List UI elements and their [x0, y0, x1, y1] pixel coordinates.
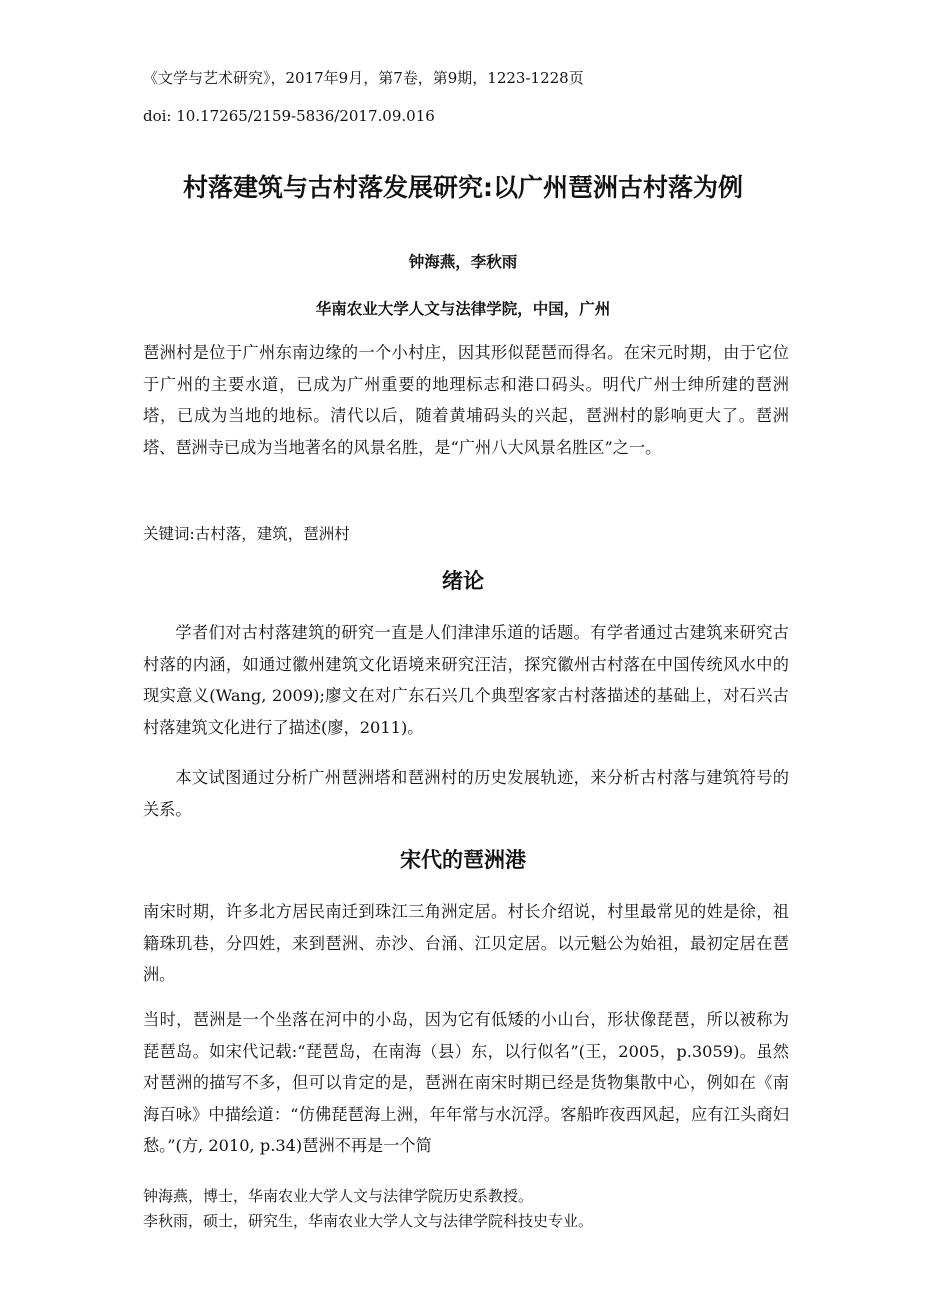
paragraph: 当时，琶洲是一个坐落在河中的小岛，因为它有低矮的小山台，形状像琵琶，所以被称为琵琶岛。如宋代记载:“琵琶岛，在南海（县）东，以行似名”(王，2005，p.3059)。虽然对琶洲的描写不多，但可以肯定的是，琶洲在南宋时期已经是货物集散中心，例如在《南海百咏》中描绘道：“仿佛琵琶海上洲，年年常与水沉浮。客船昨夜西风起，应有江头商妇愁。”(方, 2010, p.34)琶洲不再是一个简: [143, 1010, 789, 1155]
abstract: 琶洲村是位于广州东南边缘的一个小村庄，因其形似琵琶而得名。在宋元时期，由于它位于广州的主要水道，已成为广州重要的地理标志和港口码头。明代广州士绅所建的琶洲塔，已成为当地的地标。清代以后，随着黄埔码头的兴起，琶洲村的影响更大了。琶洲塔、琶洲寺已成为当地著名的风景名胜，是“广州八大风景名胜区”之一。: [143, 343, 789, 457]
footnote-author-1: 钟海燕，博士，华南农业大学人文与法律学院历史系教授。: [143, 1187, 534, 1205]
doi-line: doi: 10.17265/2159-5836/2017.09.016: [143, 107, 435, 125]
section-title-introduction: 绪论: [442, 569, 484, 593]
keywords: 关键词:古村落，建筑，琶洲村: [143, 525, 350, 543]
footnote-author-2: 李秋雨，硕士，研究生，华南农业大学人文与法律学院科技史专业。: [143, 1212, 594, 1230]
paragraph: 南宋时期，许多北方居民南迁到珠江三角洲定居。村长介绍说，村里最常见的姓是徐，祖籍珠玑巷，分四姓，来到琶洲、赤沙、台涌、江贝定居。以元魁公为始祖，最初定居在琶洲。: [143, 902, 789, 984]
authors: 钟海燕，李秋雨: [408, 253, 518, 271]
affiliation: 华南农业大学人文与法律学院，中国，广州: [315, 300, 611, 318]
paragraph: 学者们对古村落建筑的研究一直是人们津津乐道的话题。有学者通过古建筑来研究古村落的内涵，如通过徽州建筑文化语境来研究汪洁，探究徽州古村落在中国传统风水中的现实意义(Wang, 2009);廖文在对广东石兴几个典型客家古村落描述的基础上，对石兴古村落建筑文化进行了描述(廖，2011)。: [143, 623, 789, 737]
section-title-song-port: 宋代的琶洲港: [400, 848, 526, 872]
paper-title: 村落建筑与古村落发展研究:以广州琶洲古村落为例: [183, 173, 743, 202]
journal-citation: 《文学与艺术研究》，2017年9月，第7卷，第9期，1223-1228页: [143, 69, 584, 87]
paragraph: 本文试图通过分析广州琶洲塔和琶洲村的历史发展轨迹，来分析古村落与建筑符号的关系。: [143, 768, 789, 819]
